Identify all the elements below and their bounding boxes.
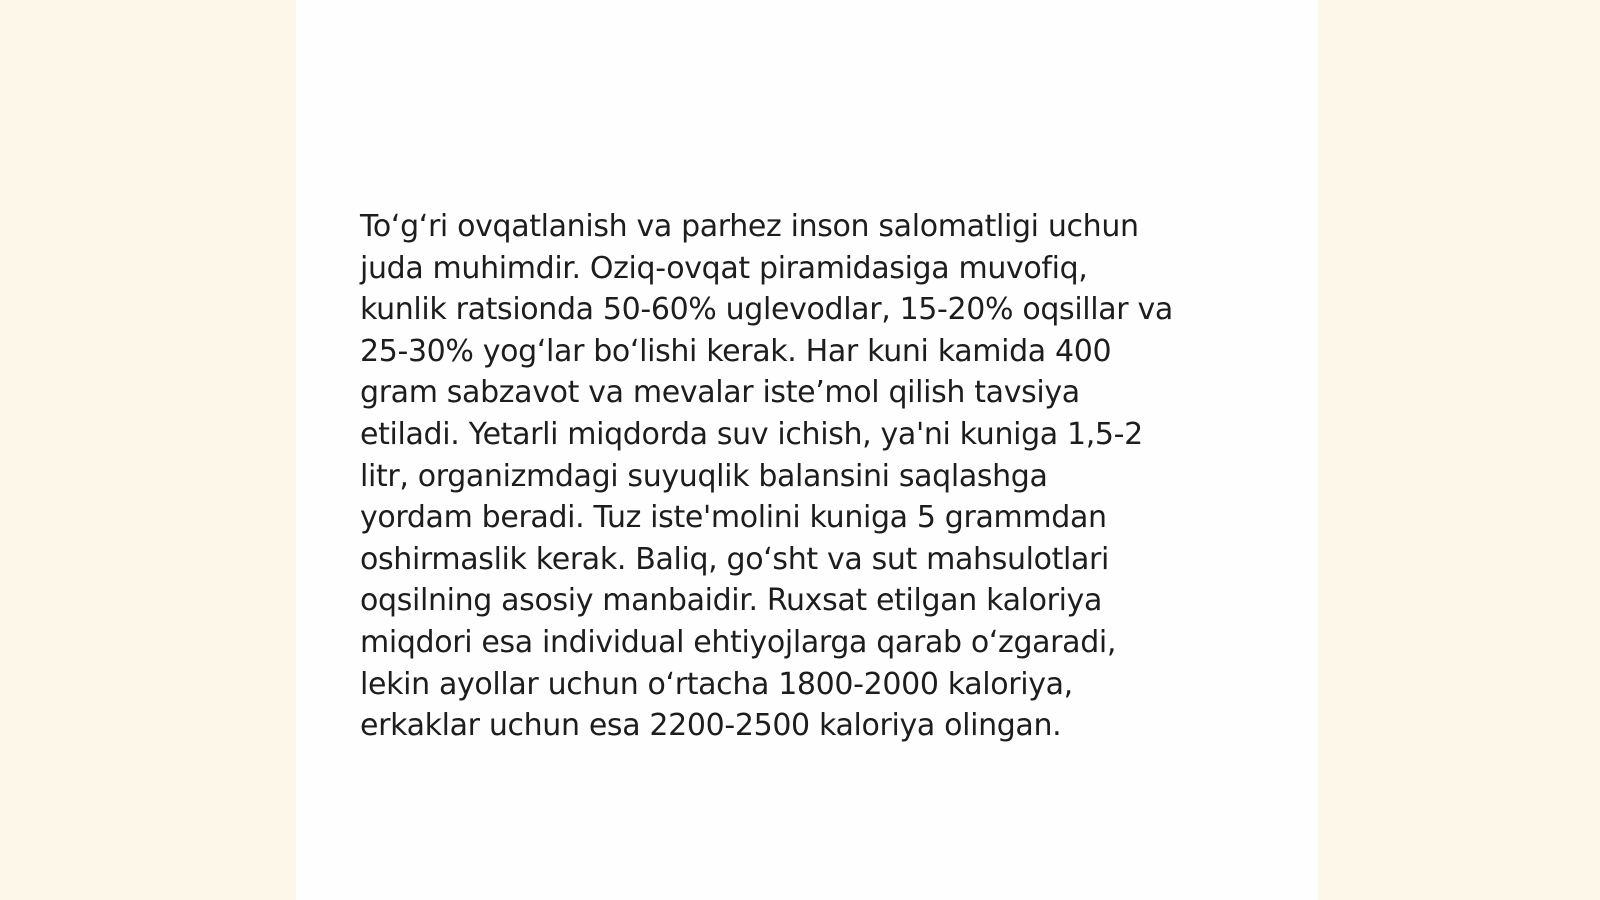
right-margin — [1318, 0, 1600, 900]
slide-body-text: To‘g‘ri ovqatlanish va parhez inson salomatligi uchun juda muhimdir. Oziq-ovqat piramidasiga muvofiq, kunlik ratsionda 50-60% uglevodlar, 15-20% oqsillar va 25-30% yog‘lar bo‘lishi kerak. Har kuni kamida 400 gram sabzavot va mevalar iste’mol qilish tavsiya etiladi. Yetarli miqdorda suv ichish, ya'ni kuniga 1,5-2 litr, organizmdagi suyuqlik balansini saqlashga yordam beradi. Tuz iste'molini kuniga 5 grammdan oshirmaslik kerak. Baliq, go‘sht va sut mahsulotlari oqsilning asosiy manbaidir. Ruxsat etilgan kaloriya miqdori esa individual ehtiyojlarga qarab o‘zgaradi, lekin ayollar uchun o‘rtacha 1800-2000 kaloriya, erkaklar uchun esa 2200-2500 kaloriya olingan. — [360, 209, 1173, 744]
left-margin — [0, 0, 296, 900]
slide — [296, 0, 1318, 900]
